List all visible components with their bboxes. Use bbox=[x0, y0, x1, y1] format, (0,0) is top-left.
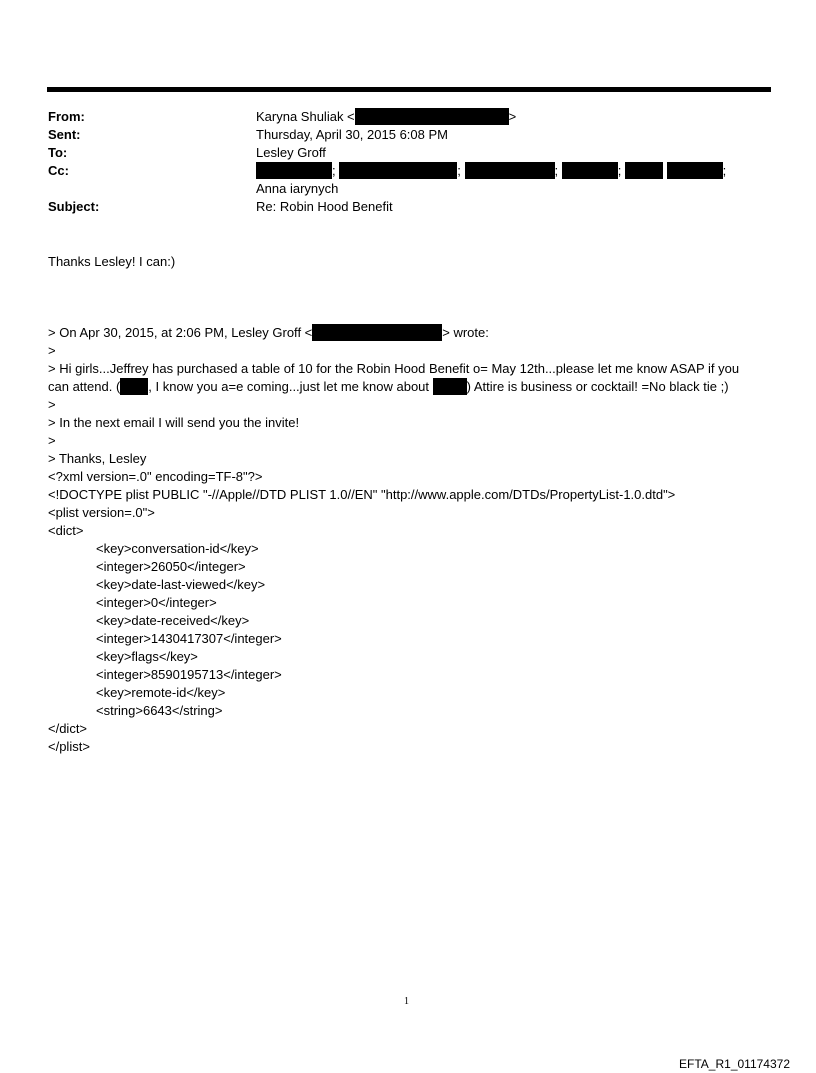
plist-line: <integer>0</integer> bbox=[96, 595, 217, 610]
cc-separator: ; bbox=[617, 163, 622, 178]
plist-line: <key>date-last-viewed</key> bbox=[96, 577, 266, 592]
plist-line: <string>6643</string> bbox=[96, 703, 223, 718]
redaction-box bbox=[433, 378, 467, 395]
page-number: 1 bbox=[404, 996, 409, 1007]
subject-label: Subject: bbox=[48, 199, 100, 214]
subject-value: Re: Robin Hood Benefit bbox=[256, 199, 393, 214]
from-label: From: bbox=[48, 109, 85, 124]
redaction-box bbox=[312, 324, 442, 341]
cc-label: Cc: bbox=[48, 163, 69, 178]
redaction-box bbox=[339, 162, 457, 179]
plist-line: <plist version=.0"> bbox=[48, 505, 155, 520]
quote-line: > Thanks, Lesley bbox=[48, 451, 147, 466]
quote-text: can attend. ( bbox=[48, 379, 121, 394]
header-rule bbox=[47, 87, 771, 92]
cc-separator: ; bbox=[332, 163, 336, 178]
to-label: To: bbox=[48, 145, 68, 160]
plist-line: <dict> bbox=[48, 523, 84, 538]
cc-separator: ; bbox=[554, 163, 559, 178]
plist-line: <integer>1430417307</integer> bbox=[96, 631, 282, 646]
redaction-box bbox=[120, 378, 148, 395]
quote-marker: > bbox=[48, 343, 56, 358]
plist-line: <integer>8590195713</integer> bbox=[96, 667, 282, 682]
redaction-box bbox=[256, 162, 332, 179]
redaction-box bbox=[355, 108, 509, 125]
quote-marker: > bbox=[48, 433, 56, 448]
quote-intro-wrote: > wrote: bbox=[442, 325, 489, 340]
redaction-box bbox=[465, 162, 555, 179]
quote-line bbox=[48, 378, 729, 396]
sent-label: Sent: bbox=[48, 127, 81, 142]
plist-line: <key>remote-id</key> bbox=[96, 685, 226, 700]
sent-value: Thursday, April 30, 2015 6:08 PM bbox=[256, 127, 448, 142]
cc-value-line2: Anna iarynych bbox=[256, 181, 339, 196]
redaction-box bbox=[667, 162, 723, 179]
quote-marker: > bbox=[48, 397, 56, 412]
document-id: EFTA_R1_01174372 bbox=[679, 1057, 790, 1071]
redaction-box bbox=[625, 162, 663, 179]
from-value bbox=[256, 108, 516, 126]
cc-separator: ; bbox=[457, 163, 461, 178]
cc-value bbox=[256, 162, 726, 180]
plist-line: </plist> bbox=[48, 739, 90, 754]
reply-text: Thanks Lesley! I can:) bbox=[48, 254, 176, 269]
to-value: Lesley Groff bbox=[256, 145, 326, 160]
plist-line: <!DOCTYPE plist PUBLIC "-//Apple//DTD PLIST 1.0//EN" "http://www.apple.com/DTDs/PropertyList-1.0.dtd"> bbox=[48, 487, 676, 502]
quote-intro-text: > On Apr 30, 2015, at 2:06 PM, Lesley Groff < bbox=[48, 325, 313, 340]
quote-line: > In the next email I will send you the invite! bbox=[48, 415, 300, 430]
from-name: Karyna Shuliak < bbox=[256, 109, 355, 124]
plist-line: <?xml version=.0" encoding=TF-8"?> bbox=[48, 469, 263, 484]
plist-line: <key>conversation-id</key> bbox=[96, 541, 259, 556]
from-close: > bbox=[508, 109, 517, 124]
quote-text: , I know you a=e coming...just let me know about bbox=[148, 379, 433, 394]
quote-line: > Hi girls...Jeffrey has purchased a table of 10 for the Robin Hood Benefit o= May 12th...please let me know ASAP if you bbox=[48, 361, 740, 376]
quote-intro bbox=[48, 324, 489, 342]
plist-line: </dict> bbox=[48, 721, 88, 736]
cc-separator: ; bbox=[722, 163, 727, 178]
plist-line: <key>flags</key> bbox=[96, 649, 198, 664]
plist-line: <integer>26050</integer> bbox=[96, 559, 246, 574]
plist-line: <key>date-received</key> bbox=[96, 613, 250, 628]
redaction-box bbox=[562, 162, 618, 179]
quote-text: ) Attire is business or cocktail! =No black tie ;) bbox=[466, 379, 729, 394]
